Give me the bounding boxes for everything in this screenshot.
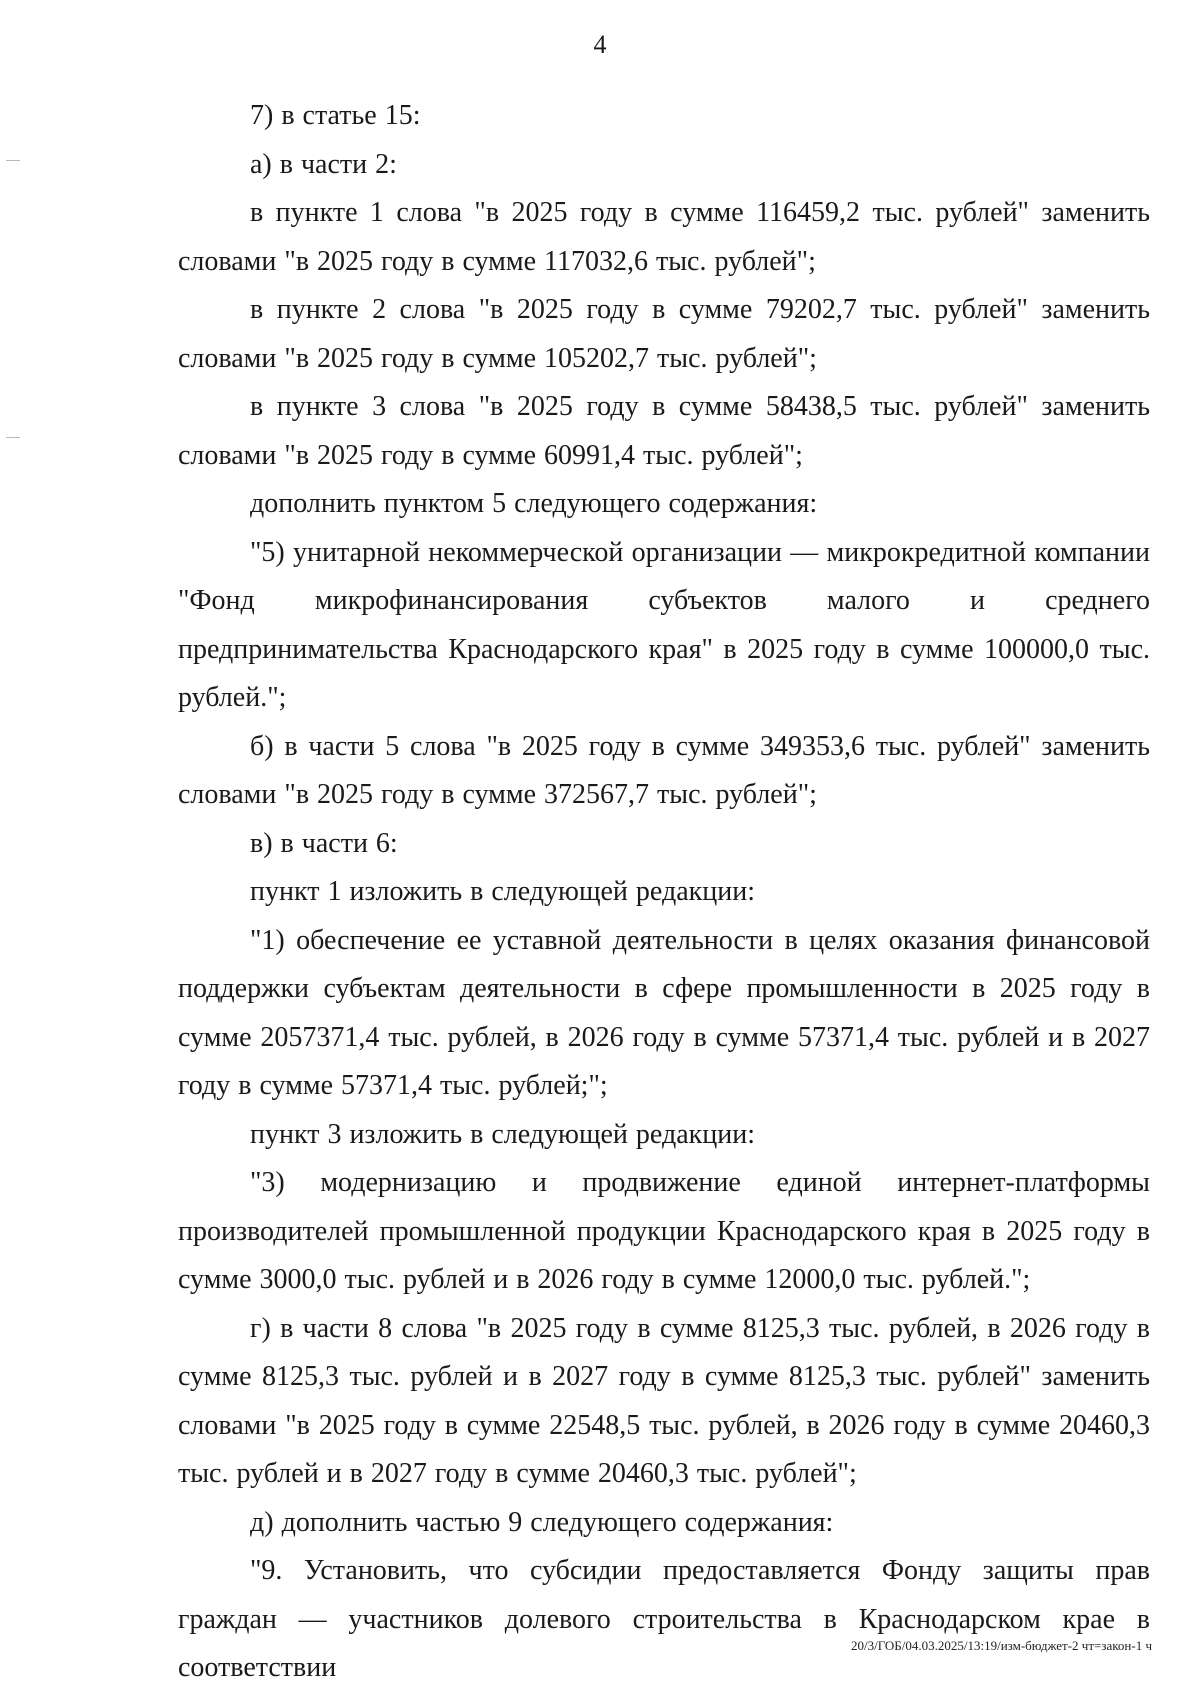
paragraph-part-9-text: "9. Установить, что субсидии предоставляется Фонду защиты прав граждан — участников долевого строительства в Краснодарском крае в соответствии — [178, 1555, 1150, 1683]
scan-margin-mark — [6, 160, 20, 161]
page-number: 4 — [593, 30, 607, 59]
document-footer-code: 20/3/ГОБ/04.03.2025/13:19/изм-бюджет-2 чт=закон-1 ч — [851, 1638, 1152, 1653]
paragraph-add-part-9: д) дополнить частью 9 следующего содержания: — [250, 1506, 834, 1538]
paragraph-article-15: 7) в статье 15: — [250, 100, 421, 131]
paragraph-part-8-replace: г) в части 8 слова "в 2025 году в сумме 8125,3 тыс. рублей, в 2026 году в сумме 8125,3 тыс. рублей и в 2027 году в сумме 8125,3 тыс. рублей" заменить словами "в 2025 году в сумме 22548,5 тыс. рублей, в 2026 году в сумме 20460,3 тыс. рублей и в 2027 году в сумме 20460,3 тыс. рублей"; — [178, 1312, 1150, 1489]
paragraph-point-3-redaction: пункт 3 изложить в следующей редакции: — [250, 1118, 755, 1150]
paragraph-point-2-replace: в пункте 2 слова "в 2025 году в сумме 79202,7 тыс. рублей" заменить словами "в 2025 году в сумме 105202,7 тыс. рублей"; — [178, 294, 1150, 374]
paragraph-point-1-text: "1) обеспечение ее уставной деятельности в целях оказания финансовой поддержки субъектам деятельности в сфере промышленности в 2025 году в сумме 2057371,4 тыс. рублей, в 2026 году в сумме 57371,4 тыс. рублей и в 2027 году в сумме 57371,4 тыс. рублей;"; — [178, 924, 1150, 1101]
paragraph-point-1-redaction: пункт 1 изложить в следующей редакции: — [250, 876, 755, 907]
paragraph-point-3-replace: в пункте 3 слова "в 2025 году в сумме 58438,5 тыс. рублей" заменить словами "в 2025 году в сумме 60991,4 тыс. рублей"; — [178, 391, 1150, 471]
paragraph-point-5-text: "5) унитарной некоммерческой организации — микрокредитной компании "Фонд микрофинансирования субъектов малого и среднего предпринимательства Краснодарского края" в 2025 году в сумме 100000,0 тыс. рублей."; — [178, 536, 1150, 713]
paragraph-point-1-replace: в пункте 1 слова "в 2025 году в сумме 116459,2 тыс. рублей" заменить словами "в 2025 году в сумме 117032,6 тыс. рублей"; — [178, 197, 1150, 277]
paragraph-point-3-text: "3) модернизацию и продвижение единой интернет-платформы производителей промышленной продукции Краснодарского края в 2025 году в сумме 3000,0 тыс. рублей и в 2026 году в сумме 12000,0 тыс. рублей."; — [178, 1167, 1150, 1295]
paragraph-part-5-replace: б) в части 5 слова "в 2025 году в сумме 349353,6 тыс. рублей" заменить словами "в 2025 году в сумме 372567,7 тыс. рублей"; — [178, 730, 1150, 810]
paragraph-part-2: а) в части 2: — [250, 148, 397, 180]
document-body — [178, 92, 1150, 1693]
paragraph-part-6: в) в части 6: — [250, 827, 398, 859]
paragraph-add-point-5: дополнить пунктом 5 следующего содержания: — [250, 488, 818, 519]
scan-margin-mark — [6, 437, 20, 438]
